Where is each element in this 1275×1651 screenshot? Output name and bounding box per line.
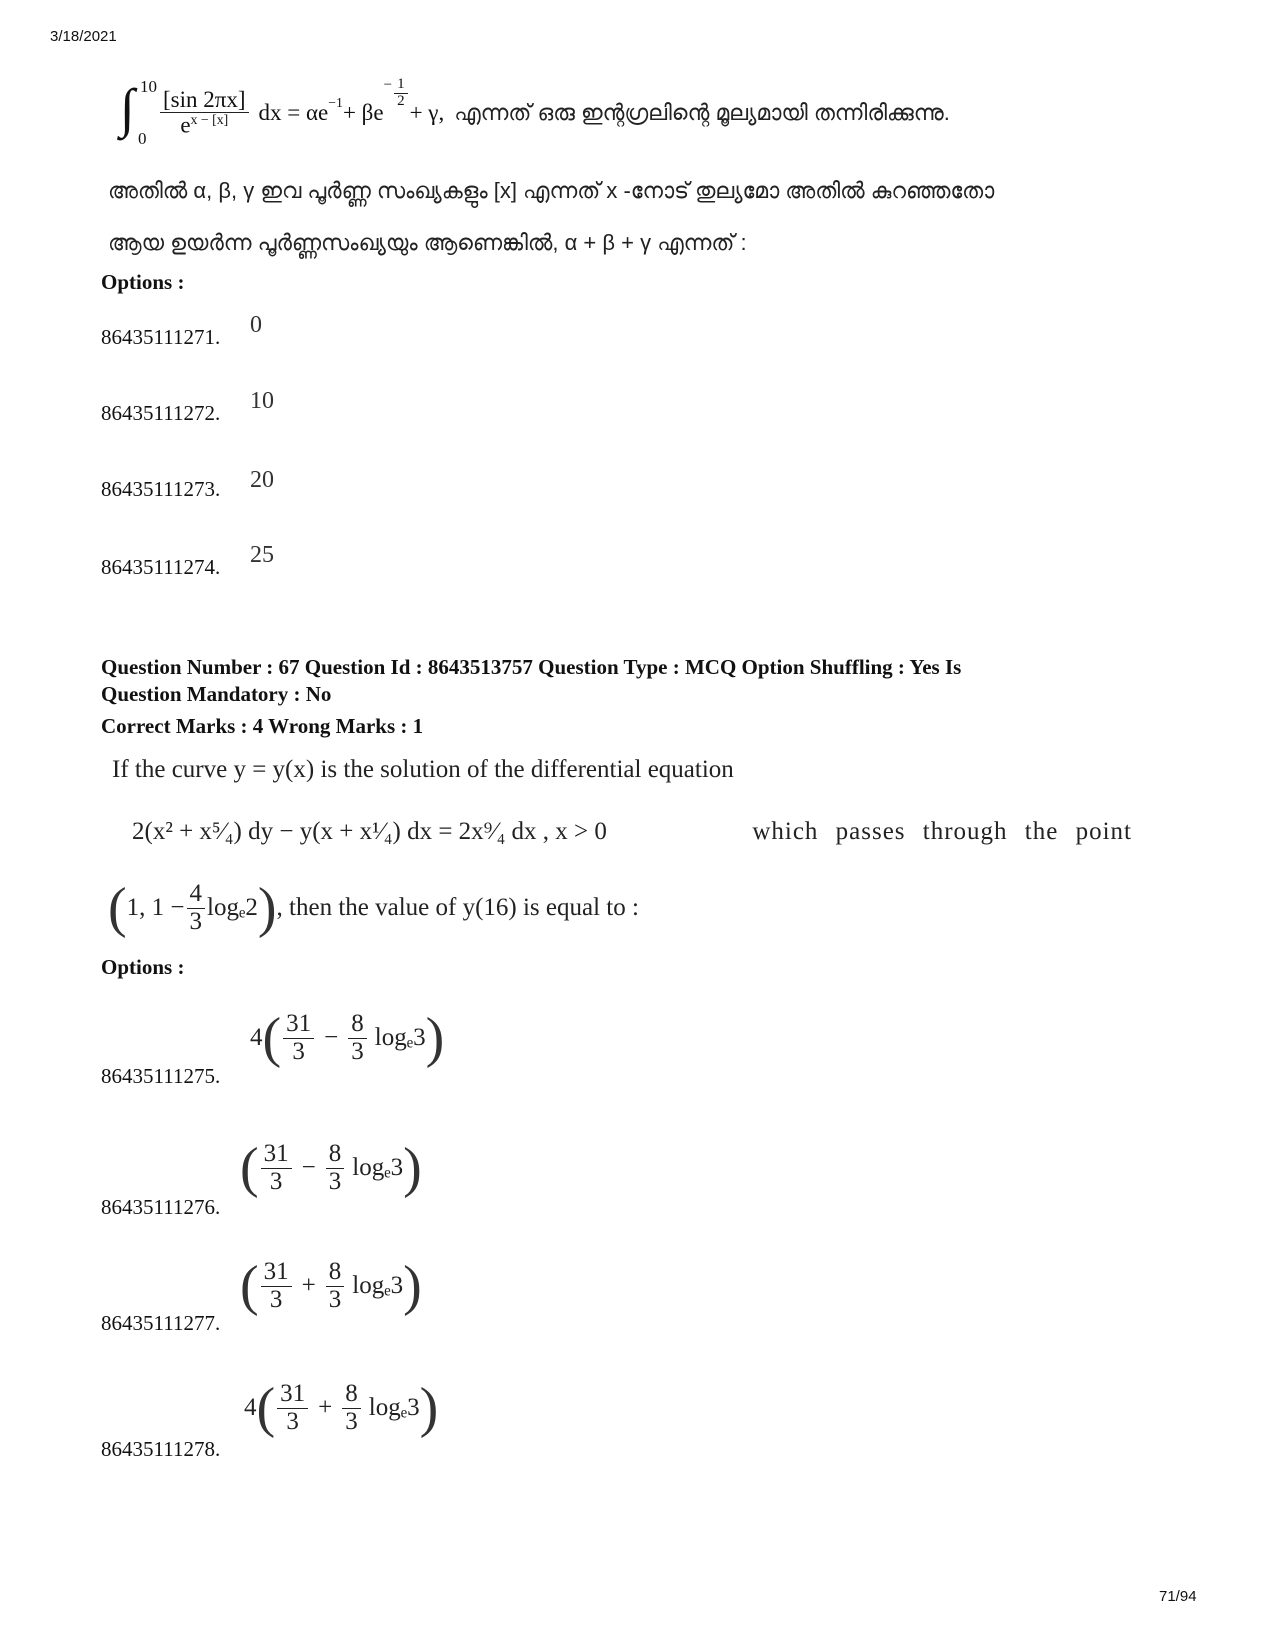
frac-a-den: 3 bbox=[292, 1037, 305, 1065]
frac-b-den: 3 bbox=[351, 1037, 364, 1065]
point-prefix: 1, 1 − bbox=[126, 894, 185, 921]
q66-options-label: Options : bbox=[101, 270, 185, 294]
close-paren: ) bbox=[419, 1377, 439, 1439]
q66-option-1-id: 86435111271. bbox=[101, 325, 221, 349]
frac-b-den: 3 bbox=[328, 1285, 342, 1313]
close-paren: ) bbox=[403, 1255, 422, 1317]
close-paren: ) bbox=[403, 1137, 422, 1199]
option-log: logₑ3 bbox=[352, 1154, 404, 1181]
page-date: 3/18/2021 bbox=[50, 28, 117, 45]
q67-header-line1: Question Number : 67 Question Id : 8643513757 Question Type : MCQ Option Shuffling : Yes Is bbox=[101, 655, 962, 679]
q66-option-3-value: 20 bbox=[250, 467, 274, 493]
q67-option-3-expr bbox=[240, 1255, 422, 1317]
q67-option-3-id: 86435111277. bbox=[101, 1311, 221, 1335]
q66-option-4-value: 25 bbox=[250, 542, 274, 568]
q66-malayalam-line3: ആയ ഉയർന്ന പൂർണ്ണസംഖ്യയും ആണെങ്കിൽ, α + β + γ എന്നത് : bbox=[108, 230, 747, 255]
q67-stem-line1: If the curve y = y(x) is the solution of the differential equation bbox=[112, 756, 734, 783]
point-frac-den: 3 bbox=[189, 907, 203, 935]
q67-equation: 2(x² + x⁵⁄₄) dy − y(x + x¹⁄₄) dx = 2x⁹⁄₄ dx , x > 0 bbox=[132, 818, 607, 845]
point-frac-num: 4 bbox=[187, 881, 206, 908]
option-log: logₑ3 bbox=[352, 1272, 404, 1299]
q67-header-line2: Question Mandatory : No bbox=[101, 682, 332, 706]
page-number: 71/94 bbox=[1159, 1588, 1197, 1605]
q67-options-label: Options : bbox=[101, 955, 185, 979]
q66-integrand bbox=[160, 88, 249, 138]
frac-b-den: 3 bbox=[328, 1167, 342, 1195]
frac-a-num: 31 bbox=[277, 1381, 308, 1408]
q67-option-1-id: 86435111275. bbox=[101, 1064, 221, 1088]
open-paren: ( bbox=[240, 1137, 259, 1199]
option-operator: + bbox=[301, 1272, 316, 1299]
q67-stem-end: , then the value of y(16) is equal to : bbox=[276, 894, 639, 921]
frac-a-den: 3 bbox=[269, 1167, 283, 1195]
option-operator: − bbox=[324, 1024, 339, 1051]
q67-option-2-expr bbox=[240, 1137, 422, 1199]
frac-b-num: 8 bbox=[342, 1381, 361, 1408]
open-paren: ( bbox=[240, 1255, 259, 1317]
rhs-suffix: + γ, bbox=[409, 100, 445, 125]
q67-point-line bbox=[108, 877, 639, 939]
q66-option-2-id: 86435111272. bbox=[101, 401, 221, 425]
q67-option-4-expr bbox=[244, 1377, 439, 1439]
integrand-denominator bbox=[177, 113, 231, 138]
rhs-mid: + βe bbox=[342, 100, 384, 125]
point-open-paren: ( bbox=[108, 877, 127, 939]
rhs-exp1: −1 bbox=[328, 95, 343, 110]
q66-option-1-value: 0 bbox=[250, 312, 262, 338]
q67-option-2-id: 86435111276. bbox=[101, 1195, 221, 1219]
option-operator: + bbox=[318, 1394, 333, 1421]
rhs-prefix: dx = αe bbox=[258, 100, 329, 125]
q66-malayalam-line1: എന്നത് ഒരു ഇന്റഗ്രലിന്റെ മൂല്യമായി തന്നിരിക്കുന്നു. bbox=[454, 100, 950, 125]
q66-option-3-id: 86435111273. bbox=[101, 477, 221, 501]
frac-a-num: 31 bbox=[261, 1259, 292, 1286]
frac-b-den: 3 bbox=[345, 1407, 358, 1435]
integrand-base: e bbox=[180, 112, 191, 138]
option-log: logₑ3 bbox=[374, 1024, 426, 1051]
option-log: logₑ3 bbox=[368, 1394, 420, 1421]
rhs-exp2-num: 1 bbox=[394, 77, 408, 94]
close-paren: ) bbox=[425, 1007, 445, 1069]
integrand-numerator: [sin 2πx] bbox=[160, 88, 249, 113]
q67-equation-tail: which passes through the point bbox=[752, 818, 1132, 845]
frac-b-num: 8 bbox=[326, 1259, 345, 1286]
point-fraction bbox=[187, 881, 206, 935]
q66-malayalam-line2: അതിൽ α, β, γ ഇവ പൂർണ്ണ സംഖ്യകളും [x] എന്നത് x -നോട് തുല്യമോ അതിൽ കുറഞ്ഞതോ bbox=[108, 178, 995, 203]
option-operator: − bbox=[301, 1154, 316, 1181]
q66-option-4-id: 86435111274. bbox=[101, 555, 221, 579]
integral-lower-limit: 0 bbox=[138, 129, 147, 148]
open-paren: ( bbox=[256, 1377, 276, 1439]
frac-a-num: 31 bbox=[261, 1141, 292, 1168]
frac-a-num: 31 bbox=[283, 1011, 314, 1038]
integrand-exponent: x − [x] bbox=[190, 112, 229, 128]
option-coef: 4 bbox=[244, 1394, 257, 1421]
point-suffix: logₑ2 bbox=[207, 894, 258, 921]
q67-option-1-expr bbox=[250, 1007, 445, 1069]
q67-option-4-id: 86435111278. bbox=[101, 1437, 221, 1461]
frac-a-den: 3 bbox=[286, 1407, 299, 1435]
q66-integral-expression bbox=[118, 68, 950, 158]
option-coef: 4 bbox=[250, 1024, 263, 1051]
frac-b-num: 8 bbox=[348, 1011, 367, 1038]
integral-sign: ∫ 10 0 bbox=[120, 77, 157, 148]
q67-equation-line bbox=[132, 818, 1132, 846]
rhs-exp2-den: 2 bbox=[397, 92, 405, 109]
frac-b-num: 8 bbox=[326, 1141, 345, 1168]
integral-upper-limit: 10 bbox=[140, 77, 157, 96]
rhs-exp2: − $\frac{1}{2}$ bbox=[384, 77, 410, 110]
open-paren: ( bbox=[262, 1007, 282, 1069]
frac-a-den: 3 bbox=[269, 1285, 283, 1313]
q66-option-2-value: 10 bbox=[250, 388, 274, 414]
q67-marks: Correct Marks : 4 Wrong Marks : 1 bbox=[101, 714, 424, 738]
point-close-paren: ) bbox=[257, 877, 277, 939]
